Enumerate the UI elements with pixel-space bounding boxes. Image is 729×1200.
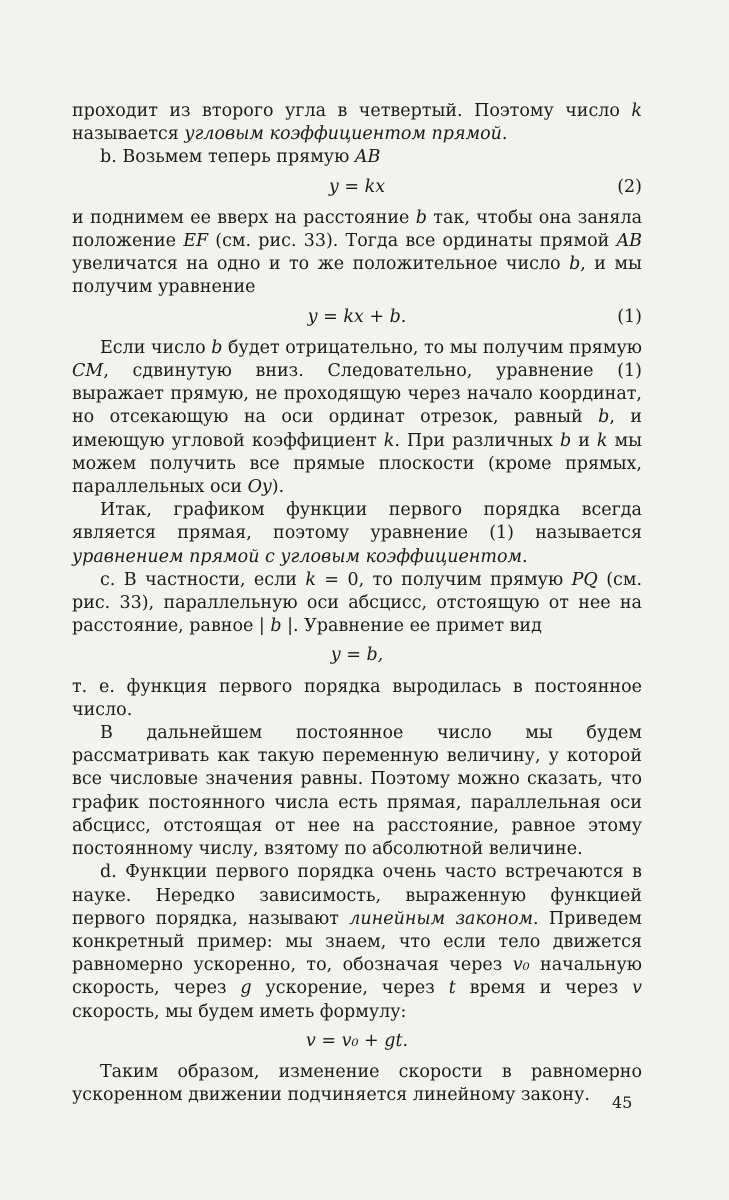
- text-run: будет отрицательно, то мы получим прямую: [222, 337, 642, 358]
- paragraph-p5: [72, 499, 642, 569]
- italic-run: Oy: [247, 477, 272, 498]
- text-run: скорость, мы будем иметь формулу:: [72, 1001, 407, 1022]
- text-run: Таким образом, изменение скорости в равномерно ускоренном движении подчиняется линейному закону.: [72, 1061, 642, 1106]
- paragraph-p10: [72, 1061, 642, 1107]
- text-run: т. е. функция первого порядка выродилась в постоянное число.: [72, 676, 642, 720]
- equation-text: y = kx + b.: [307, 306, 407, 327]
- italic-run: AB: [616, 231, 642, 252]
- text-run: В дальнейшем постоянное число мы будем рассматривать как такую переменную величину, у которой все числовые значения равны. Поэтому можно сказать, что график постоянного числа есть прямая, параллельная оси абсцисс, отстоящая от нее на расстояние, равное этому постоянному числу, взятому по абсолютной величине.: [72, 723, 642, 860]
- italic-run: k: [383, 430, 395, 451]
- text-run: = 0, то получим прямую: [315, 569, 572, 590]
- paragraph-p8: [72, 722, 642, 861]
- paragraph-p2: [72, 146, 642, 169]
- text-run: время и через: [455, 978, 633, 999]
- paragraph-p7: [72, 676, 642, 722]
- text-run: b. Возьмем теперь прямую: [100, 147, 355, 168]
- text-run: , сдвинутую вниз. Следовательно, уравнение (1) выражает прямую, не проходящую через начало координат, но отсекающую на оси ординат отрезок, равный: [72, 361, 642, 428]
- text-run: .: [522, 546, 528, 567]
- text-run: |. Уравнение ее примет вид: [281, 616, 542, 637]
- text-run: мы можем получить все прямые плоскости (кроме прямых, параллельных оси: [72, 430, 643, 498]
- italic-run: уравнением прямой с угловым коэффициентом: [72, 546, 523, 567]
- equation-text: v = v₀ + gt.: [305, 1030, 409, 1051]
- page-body: [72, 100, 642, 1107]
- text-run: начальную скорость, через: [72, 955, 643, 999]
- equation-number: (2): [617, 176, 642, 197]
- italic-run: v₀: [512, 955, 530, 976]
- paragraph-p9: [72, 861, 642, 1023]
- paragraph-p4: [72, 337, 642, 499]
- equation-eq1: [72, 306, 642, 329]
- italic-run: b: [415, 207, 427, 228]
- text-run: , и мы получим уравнение: [72, 254, 642, 298]
- text-run: d. Функции первого порядка очень часто встречаются в науке. Нередко зависимость, выраженную функцией первого порядка, называют: [72, 862, 642, 929]
- paragraph-p3: [72, 207, 642, 300]
- paragraph-p1: [72, 100, 642, 146]
- italic-run: k: [596, 430, 608, 451]
- italic-run: PQ: [571, 569, 598, 590]
- page-number: 45: [612, 1093, 633, 1112]
- text-run: Если число: [100, 337, 212, 358]
- text-run: (см. рис. 33). Тогда все ординаты прямой: [208, 231, 617, 252]
- italic-run: EF: [183, 231, 209, 252]
- text-run: и поднимем ее вверх на расстояние: [72, 207, 416, 228]
- paragraph-p6: [72, 569, 642, 639]
- text-run: , и имеющую угловой коэффициент: [72, 407, 642, 451]
- italic-run: b: [598, 407, 610, 428]
- text-run: Итак, графиком функции первого порядка всегда является прямая, поэтому уравнение (1) называется: [72, 500, 642, 544]
- equation-eq2: [72, 176, 642, 199]
- text-run: так, чтобы она заняла положение: [72, 207, 643, 252]
- italic-run: k: [631, 101, 642, 121]
- text-run: .: [501, 124, 508, 145]
- italic-run: b: [560, 430, 572, 451]
- italic-run: v: [632, 978, 642, 999]
- text-run: называется: [72, 124, 185, 145]
- text-run: (см. рис. 33), параллельную оси абсцисс, отстоящую от нее на расстояние, равное |: [72, 569, 643, 637]
- italic-run: b: [569, 254, 581, 275]
- equation-eq3: [72, 644, 642, 667]
- italic-run: t: [448, 978, 456, 999]
- text-run: . При различных: [394, 430, 561, 451]
- text-run: ускорение, через: [251, 978, 449, 999]
- italic-run: AB: [354, 147, 381, 168]
- equation-text: y = b,: [330, 645, 384, 666]
- italic-run: k: [305, 569, 316, 590]
- italic-run: b: [211, 337, 223, 358]
- text-run: ).: [271, 477, 285, 498]
- equation-text: y = kx: [328, 176, 386, 197]
- text-run: . Приведем конкретный пример: мы знаем, что если тело движется равномерно ускоренно, то, обозначая через: [72, 908, 642, 976]
- equation-number: (1): [617, 306, 642, 327]
- text-run: c. В частности, если: [100, 569, 306, 590]
- text-run: проходит из второго угла в четвертый. Поэтому число: [72, 101, 632, 121]
- italic-run: угловым коэффициентом прямой: [184, 124, 502, 145]
- italic-run: линейным законом: [349, 908, 533, 929]
- italic-run: CM: [72, 361, 104, 382]
- text-run: увеличатся на одно и то же положительное число: [72, 254, 570, 275]
- equation-eq4: [72, 1030, 642, 1053]
- italic-run: b: [270, 616, 282, 637]
- italic-run: g: [240, 978, 252, 999]
- text-run: и: [571, 430, 597, 451]
